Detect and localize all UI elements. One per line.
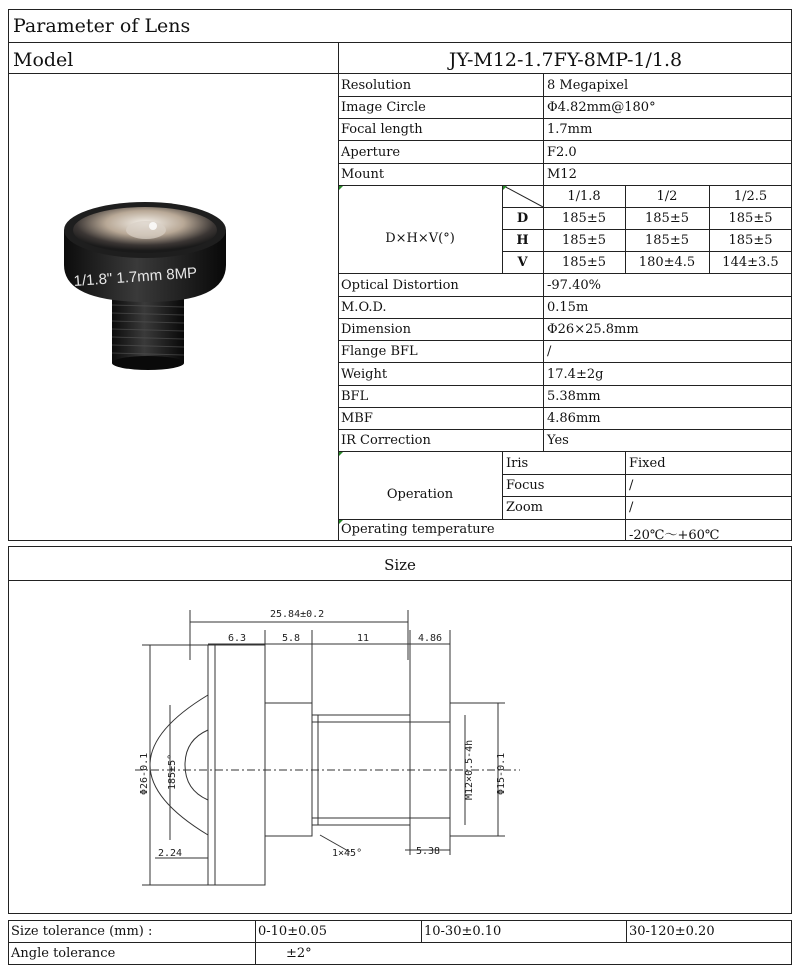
fov-row-h: H	[516, 233, 529, 248]
spec-value-resolution: 8 Megapixel	[547, 78, 629, 93]
fov-d-3: 185±5	[728, 211, 773, 226]
fov-h-3: 185±5	[728, 233, 773, 248]
dim-5-8: 5.8	[282, 633, 301, 644]
dim-chamfer: 1×45°	[332, 848, 363, 859]
dim-dia-15: Φ15-0.1	[496, 752, 507, 795]
spec-label-mbf: MBF	[341, 411, 373, 426]
model-value: JY-M12-1.7FY-8MP-1/1.8	[448, 49, 683, 71]
lens-dimension-drawing	[120, 600, 540, 900]
dim-total-length: 25.84±0.2	[270, 609, 325, 620]
fov-label: D×H×V(°)	[385, 231, 455, 246]
fov-col-3: 1/2.5	[733, 189, 768, 204]
fov-col-2: 1/2	[656, 189, 678, 204]
operation-iris-label: Iris	[506, 456, 529, 471]
operation-zoom-label: Zoom	[506, 500, 544, 515]
model-label: Model	[13, 49, 74, 71]
spec-label-distortion: Optical Distortion	[341, 278, 459, 293]
dim-4-86: 4.86	[418, 633, 443, 644]
spec-label-ir: IR Correction	[341, 433, 431, 448]
fov-v-1: 185±5	[562, 255, 606, 270]
spec-label-weight: Weight	[341, 367, 388, 382]
fov-row-v: V	[517, 255, 528, 270]
spec-value-dimension: Φ26×25.8mm	[547, 322, 639, 337]
spec-label-flange-bfl: Flange BFL	[341, 344, 418, 359]
operating-temp-value: -20℃～+60℃	[629, 528, 720, 543]
operation-label: Operation	[386, 487, 454, 502]
size-tolerance-label: Size tolerance (mm) :	[11, 924, 153, 939]
angle-tolerance-label: Angle tolerance	[11, 946, 116, 961]
spec-label-resolution: Resolution	[341, 78, 412, 93]
dim-angle-185: 185±5°	[167, 753, 178, 790]
fov-v-2: 180±4.5	[638, 255, 696, 270]
spec-value-flange-bfl: /	[547, 344, 552, 359]
fov-d-2: 185±5	[645, 211, 689, 226]
spec-label-aperture: Aperture	[341, 145, 401, 160]
fov-d-1: 185±5	[562, 211, 606, 226]
spec-label-dimension: Dimension	[341, 322, 412, 337]
operation-zoom-value: /	[629, 500, 634, 515]
spec-value-focal-length: 1.7mm	[547, 122, 593, 137]
size-tolerance-1: 0-10±0.05	[258, 924, 328, 939]
fov-h-1: 185±5	[562, 233, 606, 248]
spec-label-bfl: BFL	[341, 389, 369, 404]
dim-2-24: 2.24	[158, 848, 183, 859]
fov-v-3: 144±3.5	[722, 255, 779, 270]
spec-value-distortion: -97.40%	[547, 278, 601, 293]
spec-label-mount: Mount	[341, 167, 385, 182]
size-tolerance-3: 30-120±0.20	[629, 924, 715, 939]
angle-tolerance-value: ±2°	[286, 946, 312, 961]
spec-value-image-circle: Φ4.82mm@180°	[547, 100, 656, 115]
spec-value-mbf: 4.86mm	[547, 411, 601, 426]
dim-thread: M12×0.5-4h	[464, 739, 475, 800]
operation-iris-value: Fixed	[629, 456, 666, 471]
lens-engraving: 1/1.8" 1.7mm 8MP	[73, 264, 198, 290]
spec-label-image-circle: Image Circle	[341, 100, 426, 115]
spec-value-weight: 17.4±2g	[547, 367, 604, 382]
size-title: Size	[384, 556, 416, 574]
page-title: Parameter of Lens	[13, 15, 191, 37]
size-tolerance-2: 10-30±0.10	[424, 924, 502, 939]
lens-photo	[50, 190, 230, 380]
dim-6-3: 6.3	[228, 633, 247, 644]
dim-dia-26: Φ26-0.1	[139, 752, 150, 795]
fov-col-1: 1/1.8	[567, 189, 601, 204]
operation-focus-label: Focus	[506, 478, 545, 493]
fov-h-2: 185±5	[645, 233, 689, 248]
dim-5-38: 5.38	[416, 846, 441, 857]
spec-label-mod: M.O.D.	[341, 300, 387, 315]
spec-value-bfl: 5.38mm	[547, 389, 601, 404]
spec-value-ir: Yes	[547, 433, 569, 448]
spec-value-aperture: F2.0	[547, 145, 577, 160]
spec-label-focal-length: Focal length	[341, 122, 423, 137]
dim-11: 11	[357, 633, 370, 644]
operation-focus-value: /	[629, 478, 634, 493]
operating-temp-label: Operating temperature	[341, 522, 495, 537]
spec-value-mount: M12	[547, 167, 577, 182]
spec-value-mod: 0.15m	[547, 300, 589, 315]
fov-row-d: D	[516, 211, 529, 226]
